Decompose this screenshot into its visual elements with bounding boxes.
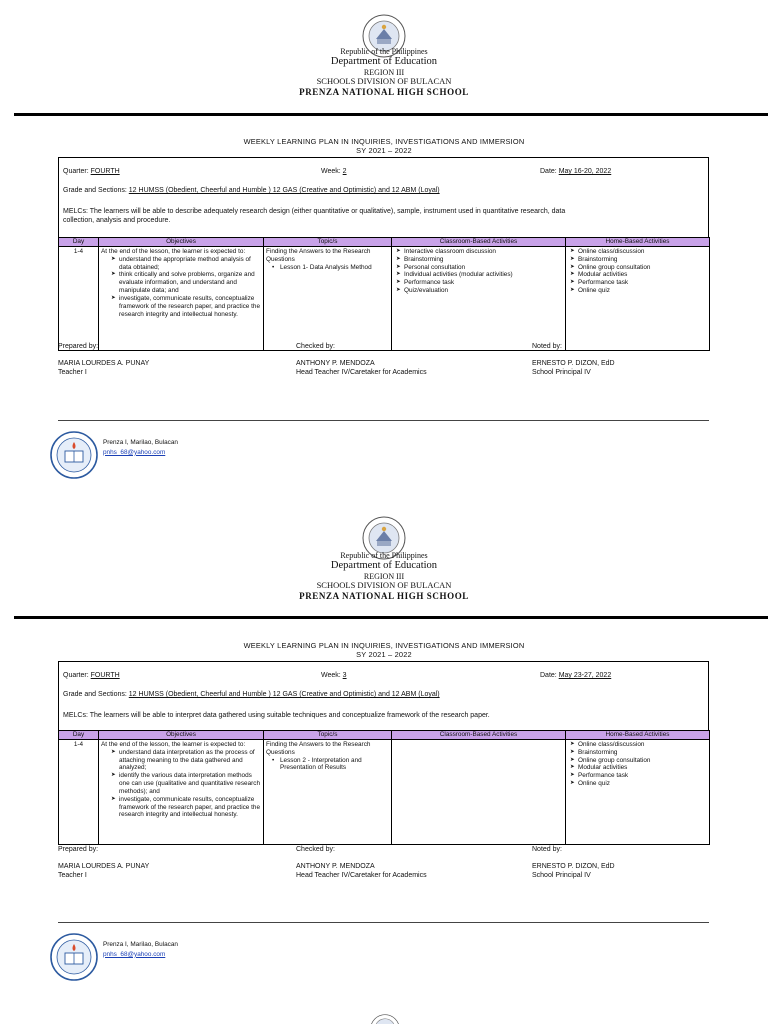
melcs-field [63, 208, 565, 215]
home-item: ➤ Online group consultation [570, 757, 707, 765]
learning-plan-table [58, 730, 710, 845]
quarter-field [63, 672, 120, 679]
school-seal-icon [50, 431, 98, 479]
quarter-value: FOURTH [90, 168, 120, 175]
topics-cell [264, 740, 392, 845]
page-1 [0, 0, 768, 502]
objectives-intro: At the end of the lesson, the learner is expected to: [101, 248, 246, 255]
home-item: ➤ Performance task [570, 279, 707, 287]
noted-title: School Principal IV [532, 369, 591, 377]
col-classroom: Classroom-Based Activities [392, 238, 566, 247]
region-line: REGION III [363, 572, 405, 582]
melcs-field-cont [63, 217, 170, 224]
objective-item: ➤ understand the appropriate method analysis of data obtained; [111, 256, 261, 272]
week-value: 3 [342, 672, 347, 679]
next-page-seal-icon [370, 1014, 400, 1024]
objective-item: ➤ understand data interpretation as the process of attaching meaning to the data gathered and analyzed; [111, 749, 261, 772]
header-divider [14, 113, 768, 116]
home-item: ➤ Online class/discussion [570, 248, 707, 256]
noted-name: ERNESTO P. DIZON, EdD [532, 863, 615, 871]
republic-line: Republic of the Philippines [340, 47, 428, 56]
department-line: Department of Education [330, 560, 438, 572]
topic-item: • Lesson 1- Data Analysis Method [272, 264, 389, 272]
department-line: Department of Education [330, 56, 438, 68]
checked-title: Head Teacher IV/Caretaker for Academics [296, 369, 427, 377]
home-list [568, 248, 707, 295]
noted-name: ERNESTO P. DIZON, EdD [532, 360, 615, 368]
home-item: ➤ Online class/discussion [570, 741, 707, 749]
footer-address: Prenza I, Marilao, Bulacan [103, 439, 178, 446]
date-field [540, 672, 611, 679]
col-objectives: Objectives [99, 238, 264, 247]
prepared-title: Teacher I [58, 872, 87, 880]
objectives-list [101, 749, 261, 819]
topic-title: Finding the Answers to the Research Questions [266, 248, 371, 263]
learning-plan-table [58, 237, 710, 351]
plan-title-text: WEEKLY LEARNING PLAN IN INQUIRIES, INVESTIGATIONS AND IMMERSION [243, 137, 525, 146]
checked-name: ANTHONY P. MENDOZA [296, 360, 375, 368]
footer-email-link[interactable]: pnhs_68@yahoo.com [103, 448, 166, 456]
quarter-field [63, 168, 120, 175]
date-value: May 16-20, 2022 [558, 168, 612, 175]
grade-value: 12 HUMSS (Obedient, Cheerful and Humble ) 12 GAS (Creative and Optimistic) and 12 ABM (Loyal) [128, 691, 440, 698]
col-topics: Topic/s [264, 731, 392, 740]
checked-title: Head Teacher IV/Caretaker for Academics [296, 872, 427, 880]
footer-divider [58, 922, 709, 923]
classroom-list [394, 248, 563, 295]
grade-label: Grade and Sections: [63, 187, 127, 194]
table-header-row [59, 238, 710, 247]
checked-name: ANTHONY P. MENDOZA [296, 863, 375, 871]
col-home: Home-Based Activities [566, 731, 710, 740]
school-seal-icon [50, 933, 98, 981]
noted-title: School Principal IV [532, 872, 591, 880]
home-item: ➤ Brainstorming [570, 256, 707, 264]
plan-title [0, 138, 768, 156]
noted-label: Noted by: [532, 846, 562, 853]
classroom-item: ➤ Brainstorming [396, 256, 563, 264]
day-cell: 1-4 [59, 247, 99, 351]
home-cell [566, 740, 710, 845]
table-row [59, 247, 710, 351]
day-cell: 1-4 [59, 740, 99, 845]
melcs-label: MELCs: [63, 208, 88, 215]
topic-title: Finding the Answers to the Research Questions [266, 741, 371, 756]
date-field [540, 168, 611, 175]
col-classroom: Classroom-Based Activities [392, 731, 566, 740]
col-objectives: Objectives [99, 731, 264, 740]
table-header-row [59, 731, 710, 740]
objective-item: ➤ think critically and solve problems, organize and evaluate information, and understand and manipulate data; and [111, 271, 261, 294]
topic-list [266, 264, 389, 272]
plan-info-box [58, 661, 709, 731]
region-line: REGION III [363, 68, 405, 78]
footer-address: Prenza I, Marilao, Bulacan [103, 941, 178, 948]
page-2 [0, 502, 768, 1004]
objective-item: ➤ identify the various data interpretation methods one can use (qualitative and quantitative research methods); and [111, 772, 261, 795]
home-item: ➤ Online quiz [570, 780, 707, 788]
melcs-text-cont: collection, analysis and procedure. [63, 217, 171, 224]
footer-contact [103, 940, 178, 959]
melcs-text: The learners will be able to interpret data gathered using suitable techniques and conceptualize framework of the research paper. [89, 712, 490, 719]
col-day: Day [59, 731, 99, 740]
topics-cell [264, 247, 392, 351]
school-name: PRENZA NATIONAL HIGH SCHOOL [299, 591, 469, 602]
classroom-cell [392, 740, 566, 845]
noted-label: Noted by: [532, 343, 562, 350]
col-day: Day [59, 238, 99, 247]
objectives-cell [99, 740, 264, 845]
letterhead [0, 551, 768, 602]
quarter-label: Quarter: [63, 168, 89, 175]
plan-title-text: WEEKLY LEARNING PLAN IN INQUIRIES, INVESTIGATIONS AND IMMERSION [243, 641, 525, 650]
date-label: Date: [540, 672, 557, 679]
date-value: May 23-27, 2022 [558, 672, 612, 679]
school-year: SY 2021 – 2022 [356, 649, 412, 659]
header-divider [14, 616, 768, 619]
quarter-value: FOURTH [90, 672, 120, 679]
division-line: SCHOOLS DIVISION OF BULACAN [316, 76, 452, 87]
home-item: ➤ Brainstorming [570, 749, 707, 757]
checked-label: Checked by: [296, 846, 335, 853]
melcs-field [63, 712, 490, 719]
col-home: Home-Based Activities [566, 238, 710, 247]
objectives-intro: At the end of the lesson, the learner is expected to: [101, 741, 246, 748]
home-list [568, 741, 707, 788]
grade-field [63, 691, 440, 698]
topic-item: • Lesson 2 - Interpretation and Presentation of Results [272, 757, 389, 773]
republic-line: Republic of the Philippines [340, 551, 428, 560]
table-row [59, 740, 710, 845]
footer-contact [103, 438, 178, 457]
classroom-item: ➤ Quiz/evaluation [396, 287, 563, 295]
noted-by-block [532, 845, 615, 880]
date-label: Date: [540, 168, 557, 175]
prepared-title: Teacher I [58, 369, 87, 377]
week-label: Week: [321, 672, 341, 679]
week-value: 2 [342, 168, 347, 175]
grade-value: 12 HUMSS (Obedient, Cheerful and Humble ) 12 GAS (Creative and Optimistic) and 12 ABM (Loyal) [128, 187, 440, 194]
topic-list [266, 757, 389, 773]
prepared-name: MARIA LOURDES A. PUNAY [58, 863, 150, 871]
noted-by-block [532, 342, 615, 377]
melcs-text: The learners will be able to describe adequately research design (either quantitative or qualitative), sample, instrument used in quantitative research, data [89, 208, 566, 215]
objectives-cell [99, 247, 264, 351]
home-item: ➤ Online quiz [570, 287, 707, 295]
home-item: ➤ Modular activities [570, 764, 707, 772]
objective-item: ➤ investigate, communicate results, conceptualize framework of the research paper, and practice the research integrity and intellectual honesty. [111, 796, 261, 819]
classroom-item: ➤ Personal consultation [396, 264, 563, 272]
classroom-item: ➤ Performance task [396, 279, 563, 287]
week-field [321, 672, 347, 679]
week-label: Week: [321, 168, 341, 175]
prepared-label: Prepared by: [58, 343, 99, 350]
col-topics: Topic/s [264, 238, 392, 247]
grade-field [63, 187, 440, 194]
checked-by-block [296, 342, 427, 377]
prepared-by-block [58, 845, 149, 880]
footer-email-link[interactable]: pnhs_68@yahoo.com [103, 950, 166, 958]
school-name: PRENZA NATIONAL HIGH SCHOOL [299, 87, 469, 98]
melcs-label: MELCs: [63, 712, 88, 719]
home-item: ➤ Performance task [570, 772, 707, 780]
home-item: ➤ Modular activities [570, 271, 707, 279]
division-line: SCHOOLS DIVISION OF BULACAN [316, 580, 452, 591]
home-cell [566, 247, 710, 351]
school-year: SY 2021 – 2022 [356, 145, 412, 155]
prepared-name: MARIA LOURDES A. PUNAY [58, 360, 150, 368]
plan-title [0, 642, 768, 660]
classroom-item: ➤ Interactive classroom discussion [396, 248, 563, 256]
classroom-cell [392, 247, 566, 351]
objective-item: ➤ investigate, communicate results, conceptualize framework of the research paper, and practice the research integrity and intellectual honesty. [111, 295, 261, 318]
checked-by-block [296, 845, 427, 880]
week-field [321, 168, 347, 175]
letterhead [0, 47, 768, 98]
footer-divider [58, 420, 709, 421]
prepared-label: Prepared by: [58, 846, 99, 853]
classroom-item: ➤ Individual activities (modular activities) [396, 271, 563, 279]
quarter-label: Quarter: [63, 672, 89, 679]
home-item: ➤ Online group consultation [570, 264, 707, 272]
grade-label: Grade and Sections: [63, 691, 127, 698]
checked-label: Checked by: [296, 343, 335, 350]
objectives-list [101, 256, 261, 319]
plan-info-box [58, 157, 709, 238]
prepared-by-block [58, 342, 149, 377]
